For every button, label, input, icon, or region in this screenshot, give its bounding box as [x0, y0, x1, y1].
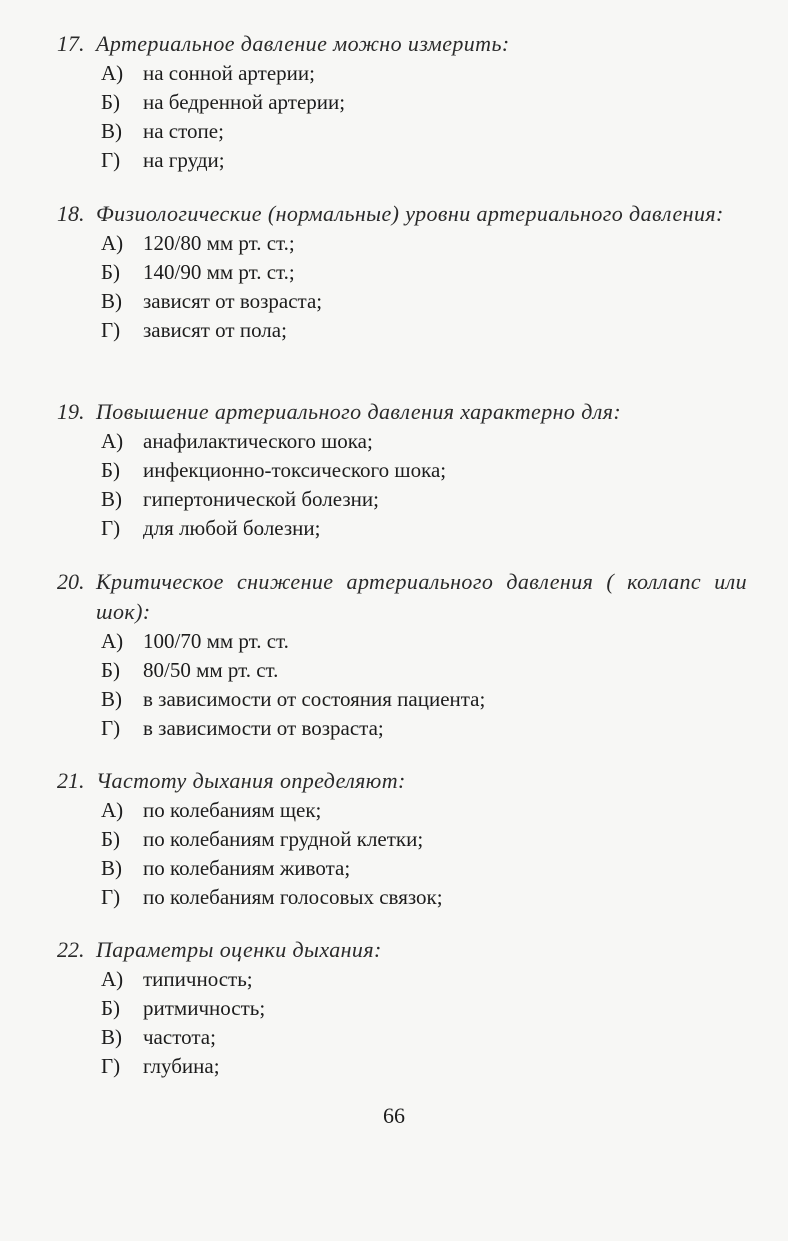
question-text: Артериальное давление можно измерить:	[96, 31, 510, 56]
question-text: Частоту дыхания определяют:	[96, 768, 406, 793]
option-letter: В)	[101, 687, 122, 711]
option-letter: В)	[101, 119, 122, 143]
option-text: по колебаниям щек;	[143, 798, 322, 822]
option-letter: Б)	[101, 658, 121, 682]
option-letter: Г)	[101, 516, 121, 540]
answer-option	[57, 117, 747, 146]
question-22	[57, 935, 747, 1081]
answer-option	[57, 656, 747, 685]
question-number: 17.	[57, 31, 85, 56]
question-heading	[57, 766, 747, 796]
option-text: глубина;	[143, 1054, 220, 1078]
answer-option	[57, 994, 747, 1023]
option-letter: Г)	[101, 318, 121, 342]
question-heading	[57, 29, 747, 59]
question-heading	[57, 935, 747, 965]
option-text: зависят от пола;	[143, 318, 287, 342]
option-text: анафилактического шока;	[143, 429, 373, 453]
option-text: 140/90 мм рт. ст.;	[143, 260, 295, 284]
option-letter: В)	[101, 289, 122, 313]
option-text: на груди;	[143, 148, 225, 172]
option-text: 80/50 мм рт. ст.	[143, 658, 279, 682]
answer-options	[57, 965, 747, 1081]
answer-option	[57, 627, 747, 656]
answer-options	[57, 627, 747, 743]
option-letter: А)	[101, 629, 124, 653]
answer-option	[57, 287, 747, 316]
option-letter: В)	[101, 487, 122, 511]
answer-options	[57, 59, 747, 175]
option-letter: А)	[101, 967, 124, 991]
option-letter: Г)	[101, 1054, 121, 1078]
question-number: 18.	[57, 201, 85, 226]
answer-option	[57, 1052, 747, 1081]
answer-option	[57, 229, 747, 258]
answer-option	[57, 685, 747, 714]
option-letter: Б)	[101, 90, 121, 114]
answer-options	[57, 796, 747, 912]
option-letter: Г)	[101, 148, 121, 172]
page-number: 66	[383, 1103, 405, 1128]
option-text: по колебаниям живота;	[143, 856, 351, 880]
answer-option	[57, 1023, 747, 1052]
answer-option	[57, 88, 747, 117]
question-number: 22.	[57, 937, 85, 962]
question-heading	[57, 199, 747, 229]
answer-option	[57, 146, 747, 175]
question-20	[57, 567, 747, 743]
option-text: гипертонической болезни;	[143, 487, 379, 511]
answer-option	[57, 854, 747, 883]
question-text: Повышение артериального давления характерно для:	[96, 399, 622, 424]
option-text: инфекционно-токсического шока;	[143, 458, 447, 482]
question-number: 21.	[57, 768, 85, 793]
option-letter: А)	[101, 798, 124, 822]
option-letter: А)	[101, 429, 124, 453]
answer-option	[57, 796, 747, 825]
answer-option	[57, 427, 747, 456]
question-21	[57, 766, 747, 912]
answer-options	[57, 427, 747, 543]
answer-option	[57, 514, 747, 543]
answer-options	[57, 229, 747, 345]
option-text: типичность;	[143, 967, 253, 991]
option-letter: Б)	[101, 458, 121, 482]
question-18	[57, 199, 747, 345]
option-text: на сонной артерии;	[143, 61, 315, 85]
option-text: в зависимости от возраста;	[143, 716, 384, 740]
option-letter: Б)	[101, 260, 121, 284]
option-letter: Б)	[101, 827, 121, 851]
option-letter: В)	[101, 1025, 122, 1049]
option-text: для любой болезни;	[143, 516, 321, 540]
question-text: Параметры оценки дыхания:	[96, 937, 382, 962]
option-text: по колебаниям голосовых связок;	[143, 885, 443, 909]
question-heading	[57, 397, 747, 427]
option-letter: Г)	[101, 716, 121, 740]
question-text: Критическое снижение артериального давления ( коллапс или шок):	[96, 569, 747, 624]
answer-option	[57, 59, 747, 88]
answer-option	[57, 316, 747, 345]
answer-option	[57, 456, 747, 485]
option-text: на бедренной артерии;	[143, 90, 346, 114]
option-text: частота;	[143, 1025, 216, 1049]
option-text: ритмичность;	[143, 996, 266, 1020]
question-number: 19.	[57, 399, 85, 424]
question-17	[57, 29, 747, 175]
option-letter: В)	[101, 856, 122, 880]
answer-option	[57, 965, 747, 994]
option-text: зависят от возраста;	[143, 289, 323, 313]
option-letter: Г)	[101, 885, 121, 909]
question-19	[57, 397, 747, 543]
option-text: по колебаниям грудной клетки;	[143, 827, 424, 851]
option-text: 100/70 мм рт. ст.	[143, 629, 289, 653]
question-text: Физиологические (нормальные) уровни артериального давления:	[96, 201, 724, 226]
option-text: 120/80 мм рт. ст.;	[143, 231, 295, 255]
option-letter: Б)	[101, 996, 121, 1020]
question-number: 20.	[57, 569, 85, 594]
answer-option	[57, 825, 747, 854]
option-text: на стопе;	[143, 119, 224, 143]
option-letter: А)	[101, 231, 124, 255]
answer-option	[57, 883, 747, 912]
option-letter: А)	[101, 61, 124, 85]
answer-option	[57, 714, 747, 743]
option-text: в зависимости от состояния пациента;	[143, 687, 486, 711]
answer-option	[57, 258, 747, 287]
answer-option	[57, 485, 747, 514]
question-heading	[57, 567, 747, 627]
